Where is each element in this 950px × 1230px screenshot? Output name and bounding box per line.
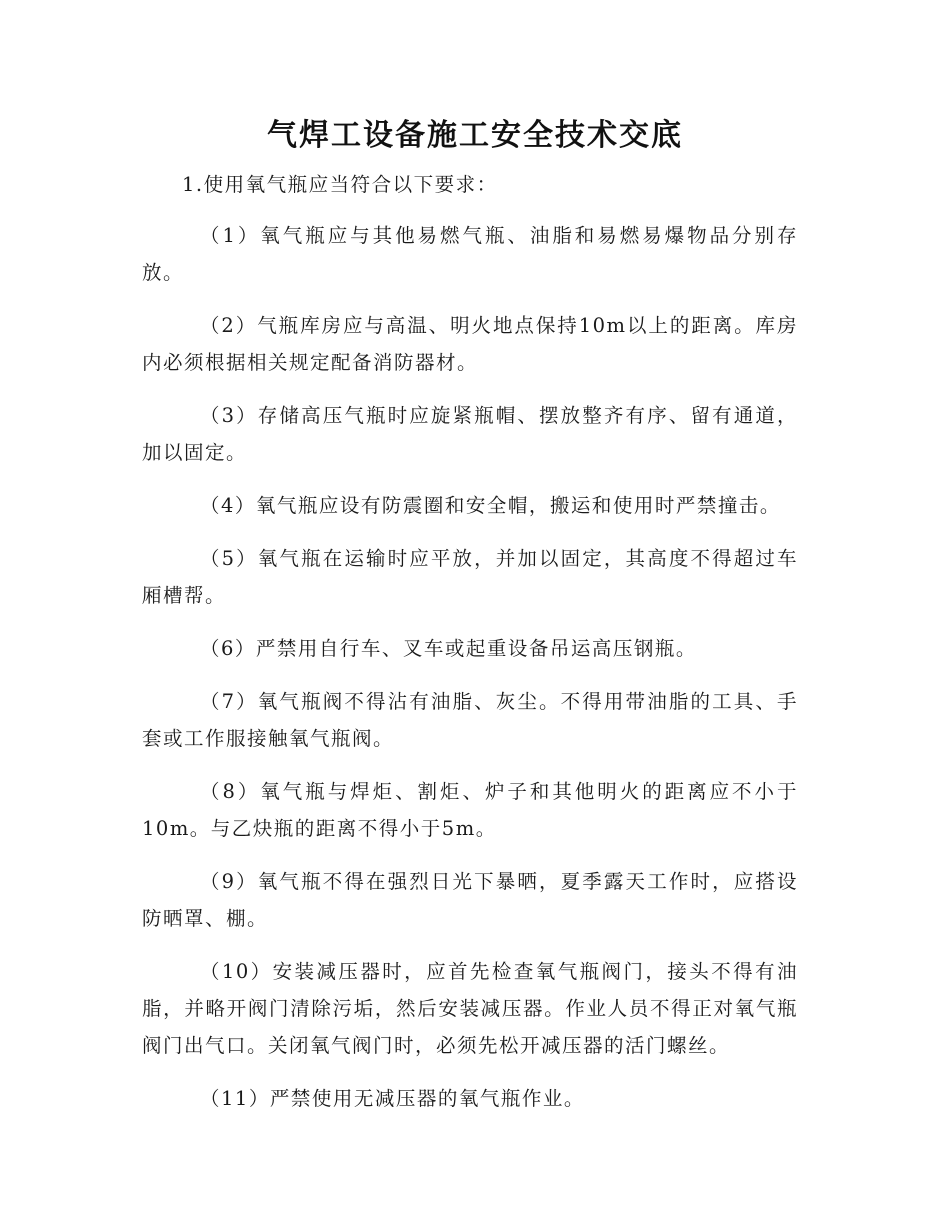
list-item: （10）安装减压器时，应首先检查氧气瓶阀门，接头不得有油脂，并略开阀门清除污垢，然后安装减压器。作业人员不得正对氧气瓶阀门出气口。关闭氧气阀门时，必须先松开减压器的活门螺丝。 <box>142 960 798 1057</box>
list-item: （3）存储高压气瓶时应旋紧瓶帽、摆放整齐有序、留有通道，加以固定。 <box>142 404 798 464</box>
list-item: （1）氧气瓶应与其他易燃气瓶、油脂和易燃易爆物品分别存放。 <box>142 224 798 284</box>
page-title: 气焊工设备施工安全技术交底 <box>267 118 683 153</box>
list-item: （5）氧气瓶在运输时应平放，并加以固定，其高度不得超过车厢槽帮。 <box>142 547 798 607</box>
document-body <box>142 166 798 1133</box>
list-item: （2）气瓶库房应与高温、明火地点保持10m以上的距离。库房内必须根据相关规定配备消防器材。 <box>142 314 798 374</box>
list-item: （11）严禁使用无减压器的氧气瓶作业。 <box>200 1087 585 1110</box>
list-item: （4）氧气瓶应设有防震圈和安全帽，搬运和使用时严禁撞击。 <box>200 494 781 517</box>
intro-paragraph: 1.使用氧气瓶应当符合以下要求： <box>182 173 498 196</box>
list-item: （7）氧气瓶阀不得沾有油脂、灰尘。不得用带油脂的工具、手套或工作服接触氧气瓶阀。 <box>142 690 798 750</box>
list-item: （9）氧气瓶不得在强烈日光下暴晒，夏季露天工作时，应搭设防晒罩、棚。 <box>142 870 798 930</box>
list-item: （8）氧气瓶与焊炬、割炬、炉子和其他明火的距离应不小于10m。与乙炔瓶的距离不得小于5m。 <box>142 780 798 840</box>
list-item: （6）严禁用自行车、叉车或起重设备吊运高压钢瓶。 <box>200 637 697 660</box>
